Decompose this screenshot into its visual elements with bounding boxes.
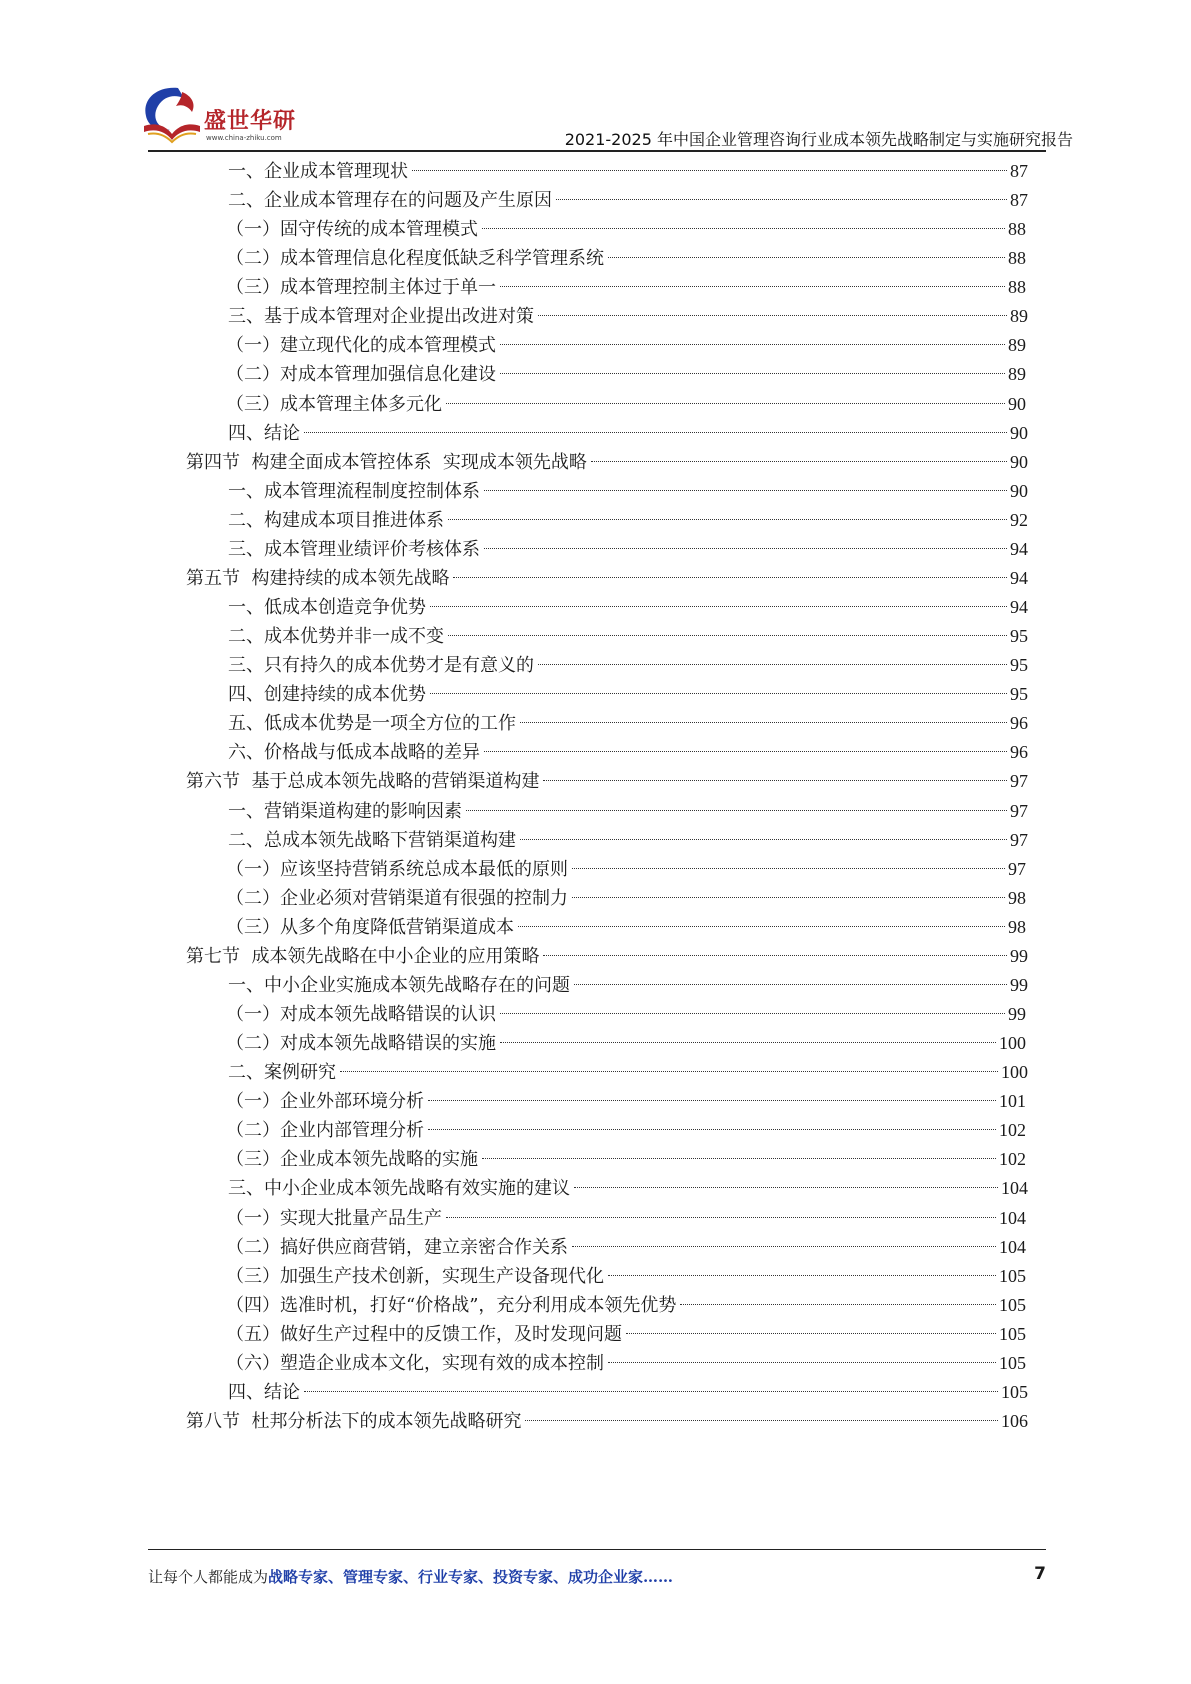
toc-entry-title: 二、成本优势并非一成不变 bbox=[228, 626, 444, 648]
toc-leader-dots bbox=[304, 432, 1007, 433]
toc-leader-dots bbox=[430, 606, 1007, 607]
toc-leader-dots bbox=[543, 955, 1007, 956]
toc-entry-title: （二）企业必须对营销渠道有很强的控制力 bbox=[226, 887, 568, 909]
toc-entry-page: 104 bbox=[999, 1207, 1026, 1228]
toc-entry[interactable] bbox=[226, 243, 1026, 274]
toc-entry-page: 97 bbox=[1010, 829, 1028, 850]
toc-entry[interactable] bbox=[186, 1406, 1028, 1437]
toc-entry-page: 87 bbox=[1010, 190, 1028, 211]
toc-entry-page: 102 bbox=[999, 1120, 1026, 1141]
toc-entry-title: （三）成本管理主体多元化 bbox=[226, 393, 442, 415]
toc-entry-title: （二）企业内部管理分析 bbox=[226, 1120, 424, 1142]
footer-divider bbox=[148, 1549, 1046, 1550]
toc-leader-dots bbox=[500, 344, 1005, 345]
toc-leader-dots bbox=[484, 751, 1007, 752]
toc-entry-page: 105 bbox=[999, 1323, 1026, 1344]
brand-name: 盛世华研 bbox=[204, 109, 297, 134]
toc-entry[interactable] bbox=[226, 912, 1026, 943]
toc-entry-page: 97 bbox=[1010, 800, 1028, 821]
toc-entry[interactable] bbox=[226, 1115, 1026, 1146]
toc-leader-dots bbox=[484, 548, 1007, 549]
toc-entry-page: 89 bbox=[1008, 335, 1026, 356]
toc-entry[interactable] bbox=[186, 447, 1028, 478]
header-divider bbox=[148, 150, 1046, 152]
toc-entry-title: （二）对成本领先战略错误的实施 bbox=[226, 1033, 496, 1055]
toc-entry-page: 97 bbox=[1010, 771, 1028, 792]
toc-entry-title: 五、低成本优势是一项全方位的工作 bbox=[228, 713, 516, 735]
toc-entry-page: 105 bbox=[1001, 1381, 1028, 1402]
toc-leader-dots bbox=[340, 1071, 998, 1072]
toc-entry[interactable] bbox=[228, 1377, 1028, 1408]
toc-entry[interactable] bbox=[226, 1028, 1026, 1059]
toc-entry-page: 96 bbox=[1010, 742, 1028, 763]
toc-entry[interactable] bbox=[226, 854, 1026, 885]
toc-leader-dots bbox=[500, 1013, 1005, 1014]
toc-entry-page: 98 bbox=[1008, 916, 1026, 937]
toc-entry-page: 94 bbox=[1010, 567, 1028, 588]
toc-entry-page: 104 bbox=[1001, 1178, 1028, 1199]
toc-entry[interactable] bbox=[228, 1057, 1028, 1088]
toc-entry-title: 第八节 杜邦分析法下的成本领先战略研究 bbox=[186, 1411, 522, 1432]
toc-entry[interactable] bbox=[228, 970, 1028, 1001]
toc-entry-title: 一、企业成本管理现状 bbox=[228, 161, 408, 182]
toc-leader-dots bbox=[572, 1246, 996, 1247]
toc-entry-title: （一）固守传统的成本管理模式 bbox=[226, 219, 478, 241]
toc-leader-dots bbox=[520, 839, 1007, 840]
toc-entry-title: 三、只有持久的成本优势才是有意义的 bbox=[228, 655, 534, 677]
toc-leader-dots bbox=[453, 577, 1007, 578]
slogan-highlight: 战略专家、管理专家、行业专家、投资专家、成功企业家…… bbox=[268, 1568, 674, 1586]
toc-entry[interactable] bbox=[226, 1290, 1026, 1321]
toc-entry[interactable] bbox=[228, 534, 1028, 565]
toc-entry-page: 90 bbox=[1010, 451, 1028, 472]
toc-leader-dots bbox=[430, 693, 1007, 694]
slogan-prefix: 让每个人都能成为 bbox=[148, 1568, 269, 1586]
toc-entry[interactable] bbox=[228, 301, 1028, 332]
toc-entry-page: 95 bbox=[1010, 626, 1028, 647]
toc-leader-dots bbox=[482, 228, 1005, 229]
toc-entry-page: 90 bbox=[1010, 480, 1028, 501]
toc-entry-title: （一）对成本领先战略错误的认识 bbox=[226, 1004, 496, 1026]
toc-entry-page: 99 bbox=[1010, 974, 1028, 995]
toc-entry-title: 四、结论 bbox=[228, 422, 300, 444]
toc-leader-dots bbox=[446, 1217, 996, 1218]
page-header bbox=[0, 0, 1191, 160]
toc-leader-dots bbox=[556, 199, 1007, 200]
toc-entry-page: 95 bbox=[1010, 655, 1028, 676]
toc-leader-dots bbox=[572, 868, 1005, 869]
toc-entry-title: （一）企业外部环境分析 bbox=[226, 1091, 424, 1113]
toc-leader-dots bbox=[484, 490, 1007, 491]
toc-entry[interactable] bbox=[226, 999, 1026, 1030]
toc-entry-title: 一、成本管理流程制度控制体系 bbox=[228, 480, 480, 502]
toc-entry-title: 二、总成本领先战略下营销渠道构建 bbox=[228, 829, 516, 851]
toc-leader-dots bbox=[538, 664, 1007, 665]
toc-leader-dots bbox=[608, 257, 1005, 258]
toc-leader-dots bbox=[608, 1362, 996, 1363]
toc-entry[interactable] bbox=[226, 214, 1026, 245]
toc-entry-title: （三）加强生产技术创新，实现生产设备现代化 bbox=[226, 1265, 604, 1287]
toc-entry-page: 96 bbox=[1010, 713, 1028, 734]
toc-entry[interactable] bbox=[228, 708, 1028, 739]
toc-entry-title: 一、低成本创造竞争优势 bbox=[228, 597, 426, 619]
toc-entry-title: 三、成本管理业绩评价考核体系 bbox=[228, 538, 480, 560]
toc-entry-page: 97 bbox=[1008, 858, 1026, 879]
toc-entry-title: 三、中小企业成本领先战略有效实施的建议 bbox=[228, 1178, 570, 1200]
toc-leader-dots bbox=[538, 315, 1007, 316]
toc-leader-dots bbox=[448, 635, 1007, 636]
toc-entry[interactable] bbox=[228, 796, 1028, 827]
toc-leader-dots bbox=[500, 1042, 996, 1043]
toc-leader-dots bbox=[520, 722, 1007, 723]
toc-entry-page: 88 bbox=[1008, 248, 1026, 269]
toc-entry[interactable] bbox=[226, 1348, 1026, 1379]
toc-entry[interactable] bbox=[226, 330, 1026, 361]
company-logo bbox=[138, 82, 318, 150]
toc-leader-dots bbox=[591, 461, 1007, 462]
toc-entry[interactable] bbox=[226, 359, 1026, 390]
toc-entry-title: （三）成本管理控制主体过于单一 bbox=[226, 277, 496, 299]
toc-entry[interactable] bbox=[228, 737, 1028, 768]
toc-entry[interactable] bbox=[228, 185, 1028, 216]
toc-entry-page: 102 bbox=[999, 1149, 1026, 1170]
toc-entry[interactable] bbox=[228, 650, 1028, 681]
toc-entry-page: 90 bbox=[1008, 393, 1026, 414]
toc-entry[interactable] bbox=[226, 1086, 1026, 1117]
toc-leader-dots bbox=[412, 170, 1007, 171]
toc-entry[interactable] bbox=[228, 592, 1028, 623]
toc-entry-page: 105 bbox=[999, 1265, 1026, 1286]
toc-entry-title: （五）做好生产过程中的反馈工作，及时发现问题 bbox=[226, 1323, 622, 1345]
toc-leader-dots bbox=[518, 926, 1005, 927]
toc-entry[interactable] bbox=[186, 766, 1028, 797]
toc-leader-dots bbox=[572, 897, 1005, 898]
brand-url: www.china-zhiku.com bbox=[206, 134, 282, 142]
toc-entry-page: 105 bbox=[999, 1294, 1026, 1315]
toc-entry-title: （二）成本管理信息化程度低缺乏科学管理系统 bbox=[226, 248, 604, 270]
toc-entry[interactable] bbox=[228, 156, 1028, 187]
toc-entry-title: 二、企业成本管理存在的问题及产生原因 bbox=[228, 190, 552, 212]
toc-entry-page: 99 bbox=[1008, 1004, 1026, 1025]
toc-entry[interactable] bbox=[186, 941, 1028, 972]
toc-entry-page: 100 bbox=[1001, 1062, 1028, 1083]
toc-leader-dots bbox=[466, 810, 1007, 811]
toc-entry-page: 90 bbox=[1010, 422, 1028, 443]
toc-entry[interactable] bbox=[226, 272, 1026, 303]
toc-entry-page: 88 bbox=[1008, 219, 1026, 240]
toc-entry[interactable] bbox=[228, 825, 1028, 856]
toc-entry-title: （二）搞好供应商营销，建立亲密合作关系 bbox=[226, 1236, 568, 1258]
toc-leader-dots bbox=[448, 519, 1007, 520]
toc-entry-title: 二、案例研究 bbox=[228, 1062, 336, 1084]
toc-entry[interactable] bbox=[226, 1319, 1026, 1350]
toc-leader-dots bbox=[626, 1333, 996, 1334]
toc-entry-title: （二）对成本管理加强信息化建设 bbox=[226, 364, 496, 386]
toc-leader-dots bbox=[680, 1304, 996, 1305]
toc-entry[interactable] bbox=[228, 476, 1028, 507]
toc-entry-title: 六、价格战与低成本战略的差异 bbox=[228, 742, 480, 764]
toc-leader-dots bbox=[428, 1100, 996, 1101]
toc-entry[interactable] bbox=[186, 563, 1028, 594]
toc-leader-dots bbox=[574, 1187, 998, 1188]
toc-entry-page: 89 bbox=[1010, 306, 1028, 327]
toc-entry-page: 89 bbox=[1008, 364, 1026, 385]
footer-slogan bbox=[148, 1566, 673, 1587]
toc-entry-page: 87 bbox=[1010, 161, 1028, 181]
toc-entry-title: 第四节 构建全面成本管控体系 实现成本领先战略 bbox=[186, 451, 587, 473]
toc-entry[interactable] bbox=[226, 1261, 1026, 1292]
toc-entry-title: （三）从多个角度降低营销渠道成本 bbox=[226, 916, 514, 938]
toc-entry-title: （一）实现大批量产品生产 bbox=[226, 1207, 442, 1229]
toc-entry[interactable] bbox=[228, 679, 1028, 710]
toc-entry[interactable] bbox=[228, 505, 1028, 536]
toc-entry[interactable] bbox=[228, 418, 1028, 449]
toc-entry[interactable] bbox=[226, 883, 1026, 914]
toc-entry-page: 98 bbox=[1008, 887, 1026, 908]
toc-entry-title: 四、结论 bbox=[228, 1381, 300, 1403]
page-number: 7 bbox=[1034, 1564, 1046, 1584]
toc-entry[interactable] bbox=[226, 1203, 1026, 1234]
toc-entry-page: 94 bbox=[1010, 597, 1028, 618]
toc-leader-dots bbox=[500, 373, 1005, 374]
toc-leader-dots bbox=[482, 1158, 996, 1159]
toc-leader-dots bbox=[304, 1391, 998, 1392]
toc-entry-title: 一、营销渠道构建的影响因素 bbox=[228, 800, 462, 822]
toc-entry-page: 104 bbox=[999, 1236, 1026, 1257]
toc-entry-title: 二、构建成本项目推进体系 bbox=[228, 509, 444, 531]
toc-entry[interactable] bbox=[228, 621, 1028, 652]
toc-entry-title: （六）塑造企业成本文化，实现有效的成本控制 bbox=[226, 1352, 604, 1374]
toc-leader-dots bbox=[446, 403, 1005, 404]
toc-entry-title: （一）建立现代化的成本管理模式 bbox=[226, 335, 496, 357]
toc-entry[interactable] bbox=[228, 1173, 1028, 1204]
toc-entry-page: 100 bbox=[999, 1033, 1026, 1054]
toc-entry[interactable] bbox=[226, 1232, 1026, 1263]
toc-entry-title: 三、基于成本管理对企业提出改进对策 bbox=[228, 306, 534, 328]
toc-leader-dots bbox=[543, 780, 1007, 781]
toc-entry-page: 106 bbox=[1001, 1411, 1028, 1431]
toc-entry-page: 88 bbox=[1008, 277, 1026, 298]
toc-entry-page: 92 bbox=[1010, 509, 1028, 530]
toc-leader-dots bbox=[574, 984, 1007, 985]
toc-leader-dots bbox=[428, 1129, 996, 1130]
toc-entry-title: （三）企业成本领先战略的实施 bbox=[226, 1149, 478, 1171]
toc-entry-page: 94 bbox=[1010, 538, 1028, 559]
toc-entry-page: 99 bbox=[1010, 945, 1028, 966]
toc-entry-title: 第七节 成本领先战略在中小企业的应用策略 bbox=[186, 945, 540, 967]
toc-entry-title: 第五节 构建持续的成本领先战略 bbox=[186, 567, 450, 589]
toc-entry-page: 105 bbox=[999, 1352, 1026, 1373]
toc-entry-title: （四）选准时机，打好“价格战”，充分利用成本领先优势 bbox=[226, 1294, 677, 1316]
logo-mark-icon bbox=[138, 82, 204, 146]
toc-entry-page: 95 bbox=[1010, 684, 1028, 705]
toc-leader-dots bbox=[525, 1420, 998, 1421]
toc-entry-title: 一、中小企业实施成本领先战略存在的问题 bbox=[228, 974, 570, 996]
toc-leader-dots bbox=[500, 286, 1005, 287]
toc-entry-page: 101 bbox=[999, 1091, 1026, 1112]
toc-leader-dots bbox=[608, 1275, 996, 1276]
report-title: 2021-2025 年中国企业管理咨询行业成本领先战略制定与实施研究报告 bbox=[564, 130, 1073, 149]
toc-entry-title: 第六节 基于总成本领先战略的营销渠道构建 bbox=[186, 771, 540, 793]
toc-entry[interactable] bbox=[226, 1144, 1026, 1175]
toc-entry-title: 四、创建持续的成本优势 bbox=[228, 684, 426, 706]
toc-entry[interactable] bbox=[226, 389, 1026, 420]
toc-entry-title: （一）应该坚持营销系统总成本最低的原则 bbox=[226, 858, 568, 880]
